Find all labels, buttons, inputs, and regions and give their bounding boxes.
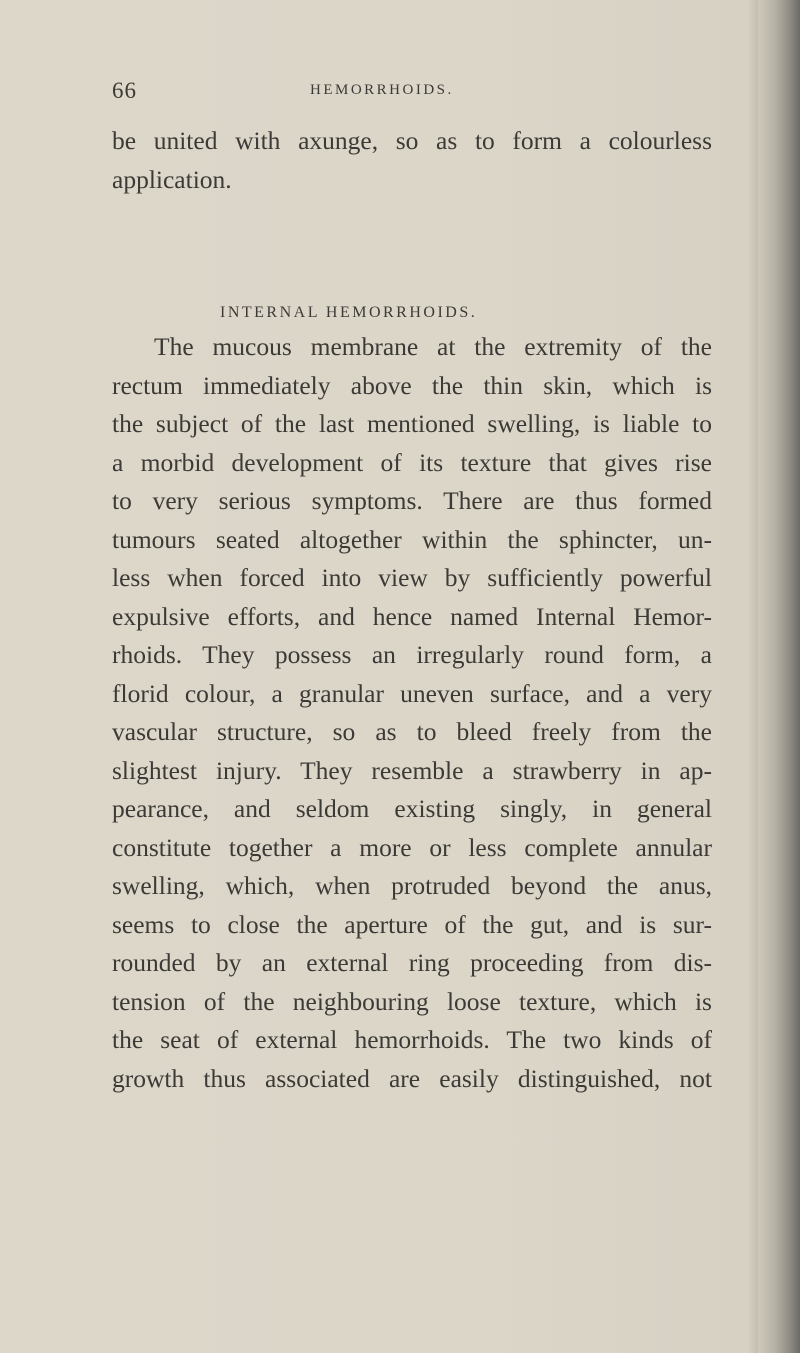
intro-paragraph: [112, 122, 712, 199]
text-line: to very serious symptoms. There are thus formed: [112, 486, 712, 515]
text-line: constitute together a more or less complete annular: [112, 832, 712, 862]
text-line: less when forced into view by sufficiently powerful: [112, 563, 712, 592]
text-line: seems to close the aperture of the gut, and is sur-: [112, 909, 712, 939]
text-line: swelling, which, when protruded beyond the anus,: [112, 871, 712, 900]
text-line: slightest injury. They resemble a strawberry in ap-: [112, 755, 712, 785]
text-line: be united with axunge, so as to form a colourless: [112, 126, 712, 155]
text-line: rectum immediately above the thin skin, which is: [112, 370, 712, 400]
text-line: the subject of the last mentioned swelling, is liable to: [112, 409, 712, 438]
text-line: vascular structure, so as to bleed freely from the: [112, 717, 712, 746]
text-line: a morbid development of its texture that gives rise: [112, 447, 712, 477]
page-number: 66: [112, 78, 137, 103]
page-header: [112, 78, 752, 108]
section-heading: INTERNAL HEMORRHOIDS.: [220, 304, 478, 321]
text-line: rhoids. They possess an irregularly round form, a: [112, 640, 712, 669]
text-line: The mucous membrane at the extremity of the: [154, 332, 712, 361]
running-head: HEMORRHOIDS.: [310, 82, 454, 98]
text-line: growth thus associated are easily distinguished, not: [112, 1063, 712, 1093]
text-line: tumours seated altogether within the sphincter, un-: [112, 524, 712, 554]
text-line: pearance, and seldom existing singly, in general: [112, 794, 712, 823]
text-line: florid colour, a granular uneven surface, and a very: [112, 678, 712, 708]
page-gutter-shadow: [748, 0, 758, 1353]
text-line: application.: [112, 164, 232, 194]
text-line: expulsive efforts, and hence named Internal Hemor-: [112, 601, 712, 631]
text-line: tension of the neighbouring loose texture, which is: [112, 986, 712, 1016]
text-line: rounded by an external ring proceeding from dis-: [112, 948, 712, 977]
text-line: the seat of external hemorrhoids. The two kinds of: [112, 1025, 712, 1054]
section-paragraph: [112, 328, 712, 1098]
page-edge: [758, 0, 800, 1353]
